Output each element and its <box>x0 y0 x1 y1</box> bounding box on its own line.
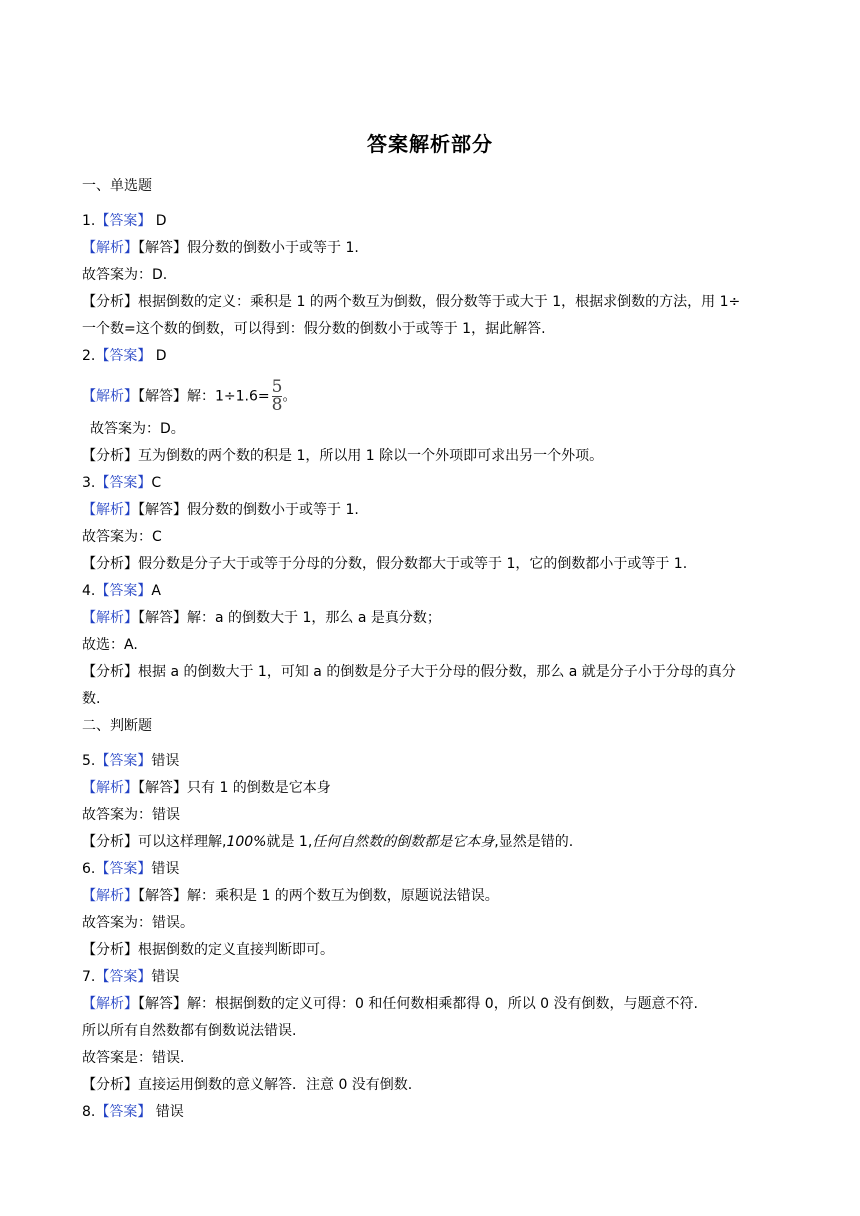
q4-answer: A <box>151 583 161 599</box>
q5-analysis-e: ,显然是错的. <box>494 834 574 850</box>
q5-analysis-c: 就是 1, <box>266 834 313 850</box>
q1-answer-line <box>82 211 167 231</box>
jiexi-tag: 【解析】 <box>82 240 138 256</box>
q6-explanation-line <box>82 886 499 906</box>
q7-jieda: 【解答】解：根据倒数的定义可得：0 和任何数相乘都得 0，所以 0 没有倒数，与题意不符. <box>138 996 698 1012</box>
q7-conclusion: 故答案是：错误. <box>82 1050 185 1066</box>
q6-jieda: 【解答】解：乘积是 1 的两个数互为倒数，原题说法错误。 <box>138 888 499 904</box>
answer-tag: 【答案】 <box>95 1104 152 1120</box>
answer-tag: 【答案】 <box>95 969 152 985</box>
q5-conclusion: 故答案为：错误 <box>82 807 180 823</box>
q1-conclusion: 故答案为：D. <box>82 267 168 283</box>
q2-answer-line <box>82 346 167 366</box>
q6-number: 6. <box>82 861 96 877</box>
jiexi-tag: 【解析】 <box>82 610 138 626</box>
q7-explanation-line <box>82 994 698 1014</box>
q6-conclusion: 故答案为：错误。 <box>82 915 194 931</box>
q2-explanation-line <box>82 377 297 415</box>
q1-analysis-line2: 一个数=这个数的倒数，可以得到：假分数的倒数小于或等于 1，据此解答. <box>82 321 546 337</box>
answer-tag: 【答案】 <box>95 583 152 599</box>
q5-answer-line <box>82 751 179 771</box>
q5-analysis-d: 任何自然数的倒数都是它本身 <box>312 834 495 850</box>
q5-explanation-line <box>82 778 331 798</box>
q2-fraction <box>271 377 283 415</box>
answer-tag: 【答案】 <box>95 213 152 229</box>
q4-answer-line <box>82 581 161 601</box>
q7-answer-line <box>82 967 179 987</box>
q1-answer: D <box>151 213 167 229</box>
q5-analysis-b: 100% <box>226 834 267 850</box>
q2-jieda-suffix: 。 <box>282 388 297 405</box>
q7-explanation-line2: 所以所有自然数都有倒数说法错误. <box>82 1023 297 1039</box>
q2-conclusion: 故答案为：D。 <box>90 421 185 437</box>
jiexi-tag: 【解析】 <box>82 888 138 904</box>
answer-tag: 【答案】 <box>95 861 152 877</box>
q3-conclusion: 故答案为：C <box>82 529 162 545</box>
q4-number: 4. <box>82 583 96 599</box>
q2-fraction-numerator: 5 <box>271 377 283 397</box>
q1-jieda: 【解答】假分数的倒数小于或等于 1. <box>138 240 359 256</box>
q5-analysis <box>82 832 573 852</box>
q5-jieda: 【解答】只有 1 的倒数是它本身 <box>138 780 331 796</box>
q3-explanation-line <box>82 500 359 520</box>
q4-explanation-line <box>82 608 441 628</box>
q6-answer-line <box>82 859 179 879</box>
q3-analysis: 【分析】假分数是分子大于或等于分母的分数，假分数都大于或等于 1，它的倒数都小于或等于 1. <box>82 556 688 572</box>
q1-number: 1. <box>82 213 96 229</box>
q8-answer: 错误 <box>151 1104 184 1120</box>
q7-number: 7. <box>82 969 96 985</box>
answer-tag: 【答案】 <box>95 753 152 769</box>
section-heading-single-choice: 一、单选题 <box>82 178 152 194</box>
q6-answer: 错误 <box>151 861 180 877</box>
jiexi-tag: 【解析】 <box>82 996 138 1012</box>
q3-answer: C <box>151 475 162 491</box>
jiexi-tag: 【解析】 <box>82 388 138 405</box>
q4-analysis-line1: 【分析】根据 a 的倒数大于 1，可知 a 的倒数是分子大于分母的假分数，那么 a 就是分子小于分母的真分 <box>82 664 736 680</box>
q7-answer: 错误 <box>151 969 180 985</box>
q3-answer-line <box>82 473 161 493</box>
section-heading-true-false: 二、判断题 <box>82 718 152 734</box>
q8-answer-line <box>82 1102 184 1122</box>
answer-tag: 【答案】 <box>95 348 152 364</box>
jiexi-tag: 【解析】 <box>82 780 138 796</box>
q5-analysis-a: 【分析】可以这样理解, <box>82 834 227 850</box>
q5-number: 5. <box>82 753 96 769</box>
q1-analysis-line1: 【分析】根据倒数的定义：乘积是 1 的两个数互为倒数，假分数等于或大于 1，根据求倒数的方法，用 1÷ <box>82 294 741 310</box>
q4-conclusion: 故选：A. <box>82 637 138 653</box>
answer-tag: 【答案】 <box>95 475 152 491</box>
q7-analysis: 【分析】直接运用倒数的意义解答．注意 0 没有倒数. <box>82 1077 413 1093</box>
q6-analysis: 【分析】根据倒数的定义直接判断即可。 <box>82 942 334 958</box>
q4-jieda: 【解答】解：a 的倒数大于 1，那么 a 是真分数； <box>138 610 441 626</box>
q2-answer: D <box>151 348 167 364</box>
jiexi-tag: 【解析】 <box>82 502 138 518</box>
q4-analysis-line2: 数. <box>82 691 101 707</box>
q1-explanation-line <box>82 238 359 258</box>
q3-jieda: 【解答】假分数的倒数小于或等于 1. <box>138 502 359 518</box>
q8-number: 8. <box>82 1104 96 1120</box>
q2-jieda-prefix: 【解答】解：1÷1.6= <box>138 388 270 405</box>
q3-number: 3. <box>82 475 96 491</box>
q5-answer: 错误 <box>151 753 180 769</box>
q2-analysis: 【分析】互为倒数的两个数的积是 1，所以用 1 除以一个外项即可求出另一个外项。 <box>82 448 604 464</box>
q2-fraction-denominator: 8 <box>271 395 283 415</box>
q2-number: 2. <box>82 348 96 364</box>
page-title: 答案解析部分 <box>367 132 493 156</box>
